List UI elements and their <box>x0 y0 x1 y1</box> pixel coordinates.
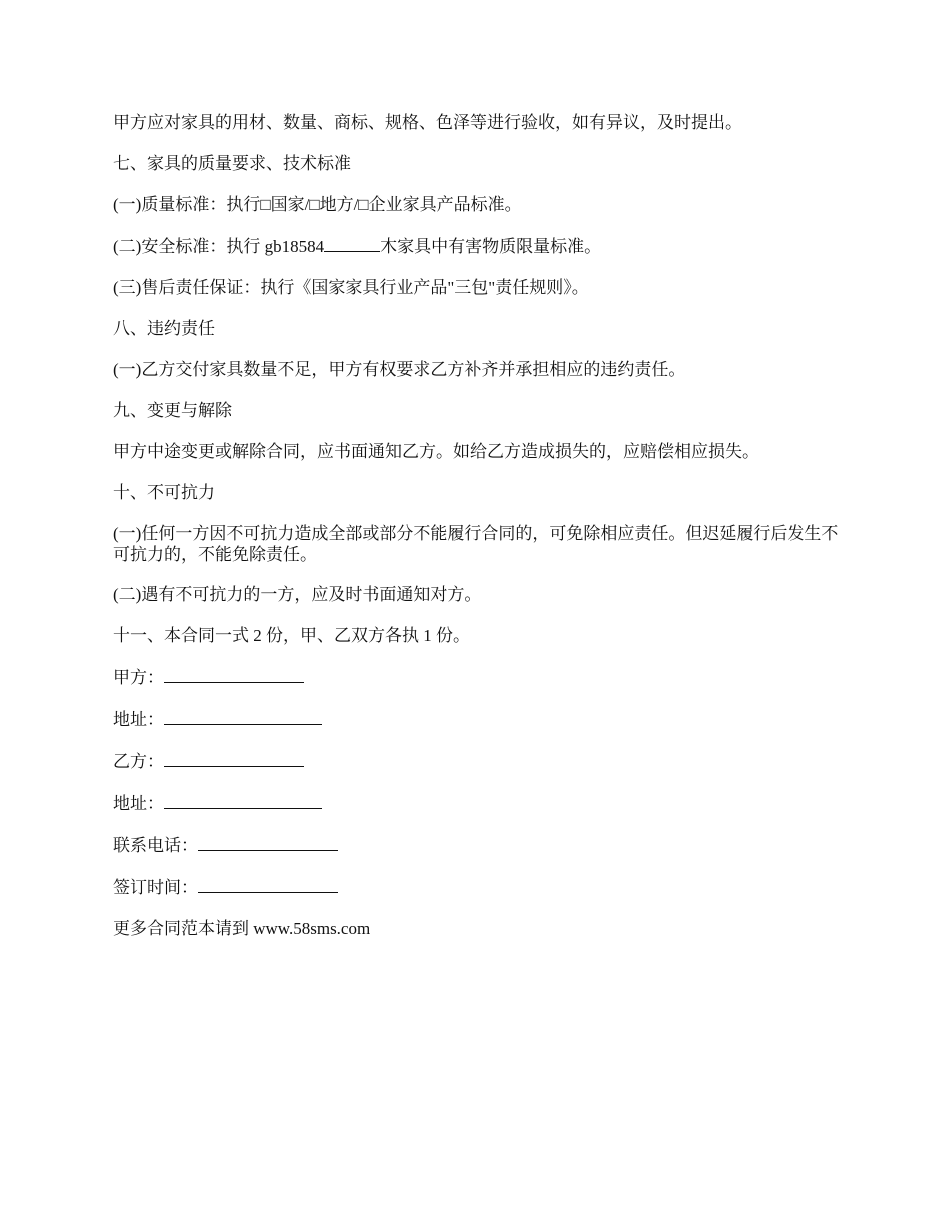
address-a-blank <box>164 708 322 725</box>
footer-more-contracts: 更多合同范本请到 www.58sms.com <box>113 919 371 938</box>
party-b-blank <box>164 750 304 767</box>
date-blank <box>198 876 338 893</box>
date-label: 签订时间： <box>113 878 198 897</box>
clause-7-3: (三)售后责任保证：执行《国家家具行业产品"三包"责任规则》。 <box>113 278 589 297</box>
party-a-blank <box>164 666 304 683</box>
party-a-field <box>113 666 843 689</box>
section-7-heading: 七、家具的质量要求、技术标准 <box>113 154 351 173</box>
clause-8-1: (一)乙方交付家具数量不足，甲方有权要求乙方补齐并承担相应的违约责任。 <box>113 360 686 379</box>
document-page <box>113 112 843 959</box>
date-field <box>113 876 843 899</box>
party-b-field <box>113 750 843 773</box>
phone-field <box>113 834 843 857</box>
address-b-blank <box>164 792 322 809</box>
address-b-label: 地址： <box>113 794 164 813</box>
address-a-field <box>113 708 843 731</box>
clause-7-2 <box>113 235 843 258</box>
section-8-heading: 八、违约责任 <box>113 319 215 338</box>
clause-9-1: 甲方中途变更或解除合同，应书面通知乙方。如给乙方造成损失的，应赔偿相应损失。 <box>113 442 759 461</box>
clause-10-2: (二)遇有不可抗力的一方，应及时书面通知对方。 <box>113 585 482 604</box>
section-10-heading: 十、不可抗力 <box>113 483 215 502</box>
party-b-label: 乙方： <box>113 752 164 771</box>
section-11: 十一、本合同一式 2 份，甲、乙双方各执 1 份。 <box>113 626 470 645</box>
clause-7-1: (一)质量标准：执行□国家/□地方/□企业家具产品标准。 <box>113 195 522 214</box>
clause-10-1: (一)任何一方因不可抗力造成全部或部分不能履行合同的，可免除相应责任。但迟延履行后发生不可抗力的，不能免除责任。 <box>113 524 839 564</box>
clause-7-2-suffix: 木家具中有害物质限量标准。 <box>380 237 602 256</box>
address-b-field <box>113 792 843 815</box>
clause-7-2-prefix: (二)安全标准：执行 gb18584 <box>113 237 325 256</box>
phone-label: 联系电话： <box>113 836 198 855</box>
paragraph-inspection: 甲方应对家具的用材、数量、商标、规格、色泽等进行验收，如有异议，及时提出。 <box>113 113 742 132</box>
standard-blank-line <box>324 235 380 252</box>
phone-blank <box>198 834 338 851</box>
section-9-heading: 九、变更与解除 <box>113 401 232 420</box>
party-a-label: 甲方： <box>113 668 164 687</box>
address-a-label: 地址： <box>113 710 164 729</box>
